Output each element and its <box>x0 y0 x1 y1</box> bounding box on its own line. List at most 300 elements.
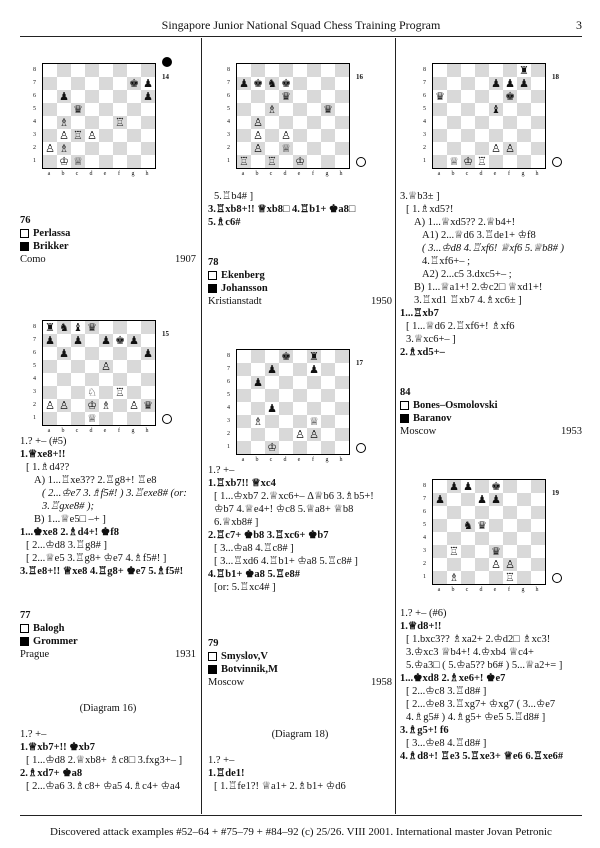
move-line: 4.♗d8+! ♖e3 5.♖xe3+ ♕e6 6.♖xe6# <box>400 751 564 762</box>
board-square <box>113 90 127 103</box>
solution-16 <box>20 728 200 793</box>
black-player <box>400 412 582 425</box>
board-square <box>43 64 58 78</box>
game-number: 76 <box>20 215 31 226</box>
board-square <box>531 116 546 129</box>
board-square <box>99 373 113 386</box>
move-line: 5.♗c6# <box>208 217 241 228</box>
chess-piece: ♚ <box>279 350 293 364</box>
board-square <box>293 64 307 78</box>
board-square <box>141 116 156 129</box>
board-square <box>127 90 141 103</box>
move-line: [ 1...♔d8 2.♕xb8+ ♗c8□ 3.fxg3+– ] <box>26 755 183 766</box>
board-square <box>293 129 307 142</box>
chess-piece: ♙ <box>295 428 305 441</box>
board-square <box>293 77 307 90</box>
board-square <box>113 103 127 116</box>
black-player <box>208 663 392 676</box>
board-square <box>113 64 127 78</box>
board-square <box>307 90 321 103</box>
board-square <box>307 77 321 90</box>
board-square <box>251 389 265 402</box>
board-square <box>517 545 531 558</box>
board-square <box>475 506 489 519</box>
board-square <box>335 350 350 364</box>
move-line: ( 3...♔d8 4.♖xf6! ♕xf6 5.♕b8# ) <box>422 243 565 254</box>
chess-piece: ♖ <box>115 386 125 399</box>
board-square <box>321 77 335 90</box>
chess-piece: ♟ <box>517 77 531 90</box>
move-line: 1.? +– <box>208 465 235 476</box>
board-square <box>447 558 461 571</box>
white-square-icon <box>208 271 217 280</box>
board-square <box>265 90 279 103</box>
board-square <box>433 571 448 585</box>
chessboard <box>42 320 156 426</box>
board-square <box>517 129 531 142</box>
board-square <box>279 428 293 441</box>
board-square <box>461 77 475 90</box>
board-square <box>99 129 113 142</box>
board-square <box>113 412 127 426</box>
solution-15 <box>20 435 200 578</box>
board-square <box>503 545 517 558</box>
chess-piece: ♔ <box>293 155 307 169</box>
solution-16-cont <box>208 190 392 229</box>
chess-piece: ♛ <box>279 90 293 103</box>
board-square <box>503 155 517 169</box>
board-square <box>99 386 113 399</box>
chessboard <box>236 63 350 169</box>
chess-piece: ♕ <box>87 412 97 425</box>
chess-piece: ♙ <box>281 129 291 142</box>
board-square <box>447 142 461 155</box>
rank-labels: 8 7 6 5 4 3 2 1 <box>423 67 426 164</box>
board-square <box>307 402 321 415</box>
move-line: [ 2...♔d8 3.♖g8# ] <box>26 540 107 551</box>
board-square <box>531 103 546 116</box>
board-square <box>433 77 448 90</box>
chess-piece: ♙ <box>129 399 139 412</box>
chess-piece: ♟ <box>99 334 113 347</box>
board-square <box>113 347 127 360</box>
solution-18 <box>208 754 392 793</box>
board-square <box>99 412 113 426</box>
board-square <box>127 129 141 142</box>
chess-piece: ♖ <box>113 116 127 129</box>
board-square <box>85 77 99 90</box>
board-square <box>321 376 335 389</box>
board-square <box>307 64 321 78</box>
player-name: Grommer <box>33 636 78 647</box>
board-square <box>85 373 99 386</box>
board-square <box>531 64 546 78</box>
move-line: [ 1...♕d6 2.♖xf6+! ♗xf6 <box>406 321 515 332</box>
rank-labels: 8 7 6 5 4 3 2 1 <box>227 67 230 164</box>
board-square <box>85 90 99 103</box>
chess-piece: ♙ <box>503 142 517 155</box>
board-square <box>307 142 321 155</box>
board-square <box>127 64 141 78</box>
board-square <box>447 493 461 506</box>
chess-piece: ♟ <box>265 363 279 376</box>
board-square <box>279 363 293 376</box>
chess-piece: ♔ <box>265 441 279 455</box>
board-square <box>531 77 546 90</box>
board-square <box>57 103 71 116</box>
move-line: 2.♗xd7+ ♚a8 <box>20 768 83 779</box>
board-square <box>433 480 448 494</box>
rank-labels: 8 7 6 5 4 3 2 1 <box>423 483 426 580</box>
board-square <box>141 412 156 426</box>
board-square <box>265 428 279 441</box>
board-square <box>237 428 252 441</box>
board-square <box>475 545 489 558</box>
board-square <box>293 350 307 364</box>
board-square <box>141 373 156 386</box>
board-square <box>475 129 489 142</box>
player-name: Baranov <box>413 413 452 424</box>
chess-piece: ♖ <box>237 155 252 169</box>
chess-piece: ♟ <box>505 77 515 90</box>
board-square <box>71 116 85 129</box>
board-square <box>85 347 99 360</box>
board-square <box>43 90 58 103</box>
chess-piece: ♟ <box>143 77 153 90</box>
board-square <box>141 155 156 169</box>
chess-piece: ♙ <box>99 360 113 373</box>
board-square <box>433 155 448 169</box>
board-square <box>43 103 58 116</box>
board-square <box>489 116 503 129</box>
board-square <box>517 532 531 545</box>
board-square <box>251 64 265 78</box>
chess-piece: ♞ <box>57 321 71 335</box>
move-line: B) 1...♕e5□ –+ ] <box>34 514 106 525</box>
chessboard <box>236 349 350 455</box>
board-square <box>307 389 321 402</box>
board-square <box>335 64 350 78</box>
event-year: 1950 <box>371 296 392 307</box>
white-square-icon <box>208 652 217 661</box>
board-square <box>433 558 448 571</box>
board-square <box>321 116 335 129</box>
chess-piece: ♜ <box>307 350 321 364</box>
chess-piece: ♕ <box>309 415 319 428</box>
chess-piece: ♟ <box>489 77 503 90</box>
column-divider <box>395 38 396 814</box>
move-line: 1.? +– (#6) <box>400 608 447 619</box>
chess-piece: ♔ <box>59 155 69 168</box>
board-square <box>251 428 265 441</box>
board-square <box>307 129 321 142</box>
diagram-number: 19 <box>552 489 559 497</box>
chess-piece: ♖ <box>449 545 459 558</box>
board-square <box>531 155 546 169</box>
chess-piece: ♟ <box>447 480 461 494</box>
game-number: 84 <box>400 387 411 398</box>
board-square <box>127 386 141 399</box>
white-to-move-icon <box>162 414 172 424</box>
diagram-number: 16 <box>356 73 363 81</box>
game-79 <box>208 637 392 689</box>
board-square <box>85 142 99 155</box>
board-square <box>433 532 448 545</box>
board-square <box>43 116 58 129</box>
board-square <box>99 90 113 103</box>
black-square-icon <box>208 284 217 293</box>
move-line: 1...♚xe8 2.♗d4+! ♚f8 <box>20 527 119 538</box>
board-square <box>531 545 546 558</box>
file-labels: a b c d e f g h <box>47 171 149 177</box>
board-square <box>99 64 113 78</box>
rank-labels: 8 7 6 5 4 3 2 1 <box>33 67 36 164</box>
move-line: A) 1...♖xe3?? 2.♖g8+! ♖e8 <box>34 475 157 486</box>
move-line: A) 1...♕xd5?? 2.♕b4+! <box>414 217 516 228</box>
move-line: 4.♖xf6+– ; <box>422 256 470 267</box>
game-number: 78 <box>208 257 219 268</box>
board-square <box>265 350 279 364</box>
board-square <box>461 532 475 545</box>
board-square <box>307 155 321 169</box>
black-square-icon <box>20 637 29 646</box>
white-to-move-icon <box>552 573 562 583</box>
chess-piece: ♝ <box>73 321 83 334</box>
board-square <box>503 519 517 532</box>
event-line <box>208 295 392 308</box>
board-square <box>433 545 448 558</box>
board-square <box>293 376 307 389</box>
board-square <box>237 415 252 428</box>
event-place: Prague <box>20 649 50 660</box>
event-line <box>208 676 392 689</box>
board-square <box>237 103 252 116</box>
chess-piece: ♙ <box>87 129 97 142</box>
board-square <box>321 155 335 169</box>
player-name: Botvinnik,M <box>221 664 278 675</box>
board-square <box>127 373 141 386</box>
board-square <box>447 77 461 90</box>
board-square <box>461 90 475 103</box>
board-square <box>335 142 350 155</box>
board-square <box>265 116 279 129</box>
board-square <box>335 415 350 428</box>
board-square <box>475 532 489 545</box>
chess-piece: ♟ <box>251 376 265 389</box>
chess-piece: ♙ <box>503 558 517 571</box>
chess-diagram-15 <box>33 320 169 434</box>
board-square <box>321 415 335 428</box>
chess-piece: ♛ <box>477 519 487 532</box>
chess-diagram-14 <box>33 63 169 177</box>
white-to-move-icon <box>552 157 562 167</box>
board-square <box>517 558 531 571</box>
board-square <box>335 103 350 116</box>
board-square <box>265 129 279 142</box>
board-square <box>531 532 546 545</box>
board-square <box>335 116 350 129</box>
chess-piece: ♛ <box>71 103 85 116</box>
move-line: 1...♚xd8 2.♗xe6+! ♚e7 <box>400 673 506 684</box>
board-square <box>237 64 252 78</box>
board-square <box>489 571 503 585</box>
chess-piece: ♟ <box>309 363 319 376</box>
board-square <box>113 77 127 90</box>
board-square <box>307 441 321 455</box>
board-square <box>265 376 279 389</box>
event-year: 1958 <box>371 677 392 688</box>
chess-piece: ♟ <box>489 493 503 506</box>
board-square <box>531 480 546 494</box>
board-square <box>307 116 321 129</box>
board-square <box>85 334 99 347</box>
board-square <box>517 142 531 155</box>
board-square <box>99 321 113 335</box>
board-square <box>461 493 475 506</box>
chess-piece: ♜ <box>519 64 529 77</box>
board-square <box>71 142 85 155</box>
event-place: Como <box>20 254 46 265</box>
board-square <box>251 350 265 364</box>
chess-piece: ♗ <box>265 103 279 116</box>
board-square <box>127 360 141 373</box>
event-place: Moscow <box>400 426 437 437</box>
board-square <box>85 64 99 78</box>
player-name: Balogh <box>33 623 65 634</box>
board-square <box>99 116 113 129</box>
move-line: [ 2...♔e8 3.♖xg7+ ♔xg7 ( 3...♔e7 <box>406 699 556 710</box>
board-square <box>517 90 531 103</box>
board-square <box>279 415 293 428</box>
chess-piece: ♚ <box>491 480 501 493</box>
move-line: 1.? +– <box>208 755 235 766</box>
board-square <box>99 347 113 360</box>
header-rule <box>20 36 582 37</box>
board-square <box>127 321 141 335</box>
move-line: ( 2...♔e7 3.♗f5#! ) 3.♖exe8# (or: <box>42 488 187 499</box>
board-square <box>293 90 307 103</box>
board-square <box>321 441 335 455</box>
board-square <box>503 103 517 116</box>
board-square <box>57 334 71 347</box>
board-square <box>517 480 531 494</box>
board-square <box>113 142 127 155</box>
white-player <box>20 622 196 635</box>
chess-piece: ♟ <box>127 334 141 347</box>
board-square <box>447 532 461 545</box>
board-square <box>517 155 531 169</box>
rank-labels: 8 7 6 5 4 3 2 1 <box>33 324 36 421</box>
board-square <box>251 402 265 415</box>
board-square <box>307 376 321 389</box>
board-square <box>141 321 156 335</box>
diagram-number: 15 <box>162 330 169 338</box>
board-square <box>321 90 335 103</box>
board-square <box>71 412 85 426</box>
move-line: [ 1.♖fe1?! ♕a1+ 2.♗b1+ ♔d6 <box>214 781 346 792</box>
move-line: ♔b7 4.♕e4+! ♔c8 5.♕a8+ ♕b8 <box>214 504 354 515</box>
board-square <box>321 142 335 155</box>
move-line: 1...♖xb7 <box>400 308 439 319</box>
board-square <box>321 428 335 441</box>
board-square <box>475 571 489 585</box>
board-square <box>321 402 335 415</box>
board-square <box>279 389 293 402</box>
move-line: [ 2...♔a6 3.♗c8+ ♔a5 4.♗c4+ ♔a4 <box>26 781 180 792</box>
chess-piece: ♟ <box>267 402 277 415</box>
chessboard <box>432 479 546 585</box>
board-square <box>57 64 71 78</box>
board-square <box>71 77 85 90</box>
board-square <box>503 493 517 506</box>
player-name: Johansson <box>221 283 268 294</box>
player-name: Bones–Osmolovski <box>413 400 498 411</box>
move-line: 3.♗g5+! f6 <box>400 725 449 736</box>
chess-piece: ♚ <box>281 77 291 90</box>
black-square-icon <box>208 665 217 674</box>
player-name: Perlassa <box>33 228 71 239</box>
board-square <box>127 155 141 169</box>
board-square <box>265 415 279 428</box>
board-square <box>237 116 252 129</box>
board-square <box>99 155 113 169</box>
board-square <box>335 155 350 169</box>
chess-piece: ♟ <box>237 77 252 90</box>
board-square <box>43 155 58 169</box>
board-square <box>251 441 265 455</box>
board-square <box>447 116 461 129</box>
event-place: Moscow <box>208 677 245 688</box>
board-square <box>503 480 517 494</box>
move-line: [ 3...♖xd6 4.♖b1+ ♔a8 5.♖c8# ] <box>214 556 358 567</box>
chess-piece: ♙ <box>45 399 55 412</box>
move-line: 1.♕xb7+!! ♚xb7 <box>20 742 95 753</box>
chess-piece: ♗ <box>101 399 111 412</box>
board-square <box>321 350 335 364</box>
board-square <box>489 64 503 78</box>
board-square <box>127 142 141 155</box>
board-square <box>237 90 252 103</box>
white-player <box>208 269 392 282</box>
white-square-icon <box>20 624 29 633</box>
board-square <box>127 103 141 116</box>
board-square <box>433 116 448 129</box>
board-square <box>447 90 461 103</box>
board-square <box>279 376 293 389</box>
board-square <box>251 90 265 103</box>
chess-piece: ♖ <box>477 155 487 168</box>
move-line: 4.♖b1+ ♚a8 5.♖e8# <box>208 569 300 580</box>
board-square <box>489 155 503 169</box>
board-square <box>293 402 307 415</box>
board-square <box>71 64 85 78</box>
game-84 <box>400 386 582 438</box>
board-square <box>113 155 127 169</box>
chess-piece: ♞ <box>265 77 279 90</box>
board-square <box>43 360 58 373</box>
chess-piece: ♙ <box>59 129 69 142</box>
chess-piece: ♚ <box>253 77 263 90</box>
board-square <box>433 506 448 519</box>
game-78 <box>208 256 392 308</box>
page-footer: Discovered attack examples #52–64 + #75–79 + #84–92 (c) 25/26. VIII 2001. International master Jovan Petronic <box>50 826 552 838</box>
board-square <box>85 360 99 373</box>
black-square-icon <box>20 242 29 251</box>
board-square <box>475 64 489 78</box>
board-square <box>237 376 252 389</box>
chess-piece: ♖ <box>505 571 515 584</box>
diagram-caption: (Diagram 16) <box>79 703 137 714</box>
